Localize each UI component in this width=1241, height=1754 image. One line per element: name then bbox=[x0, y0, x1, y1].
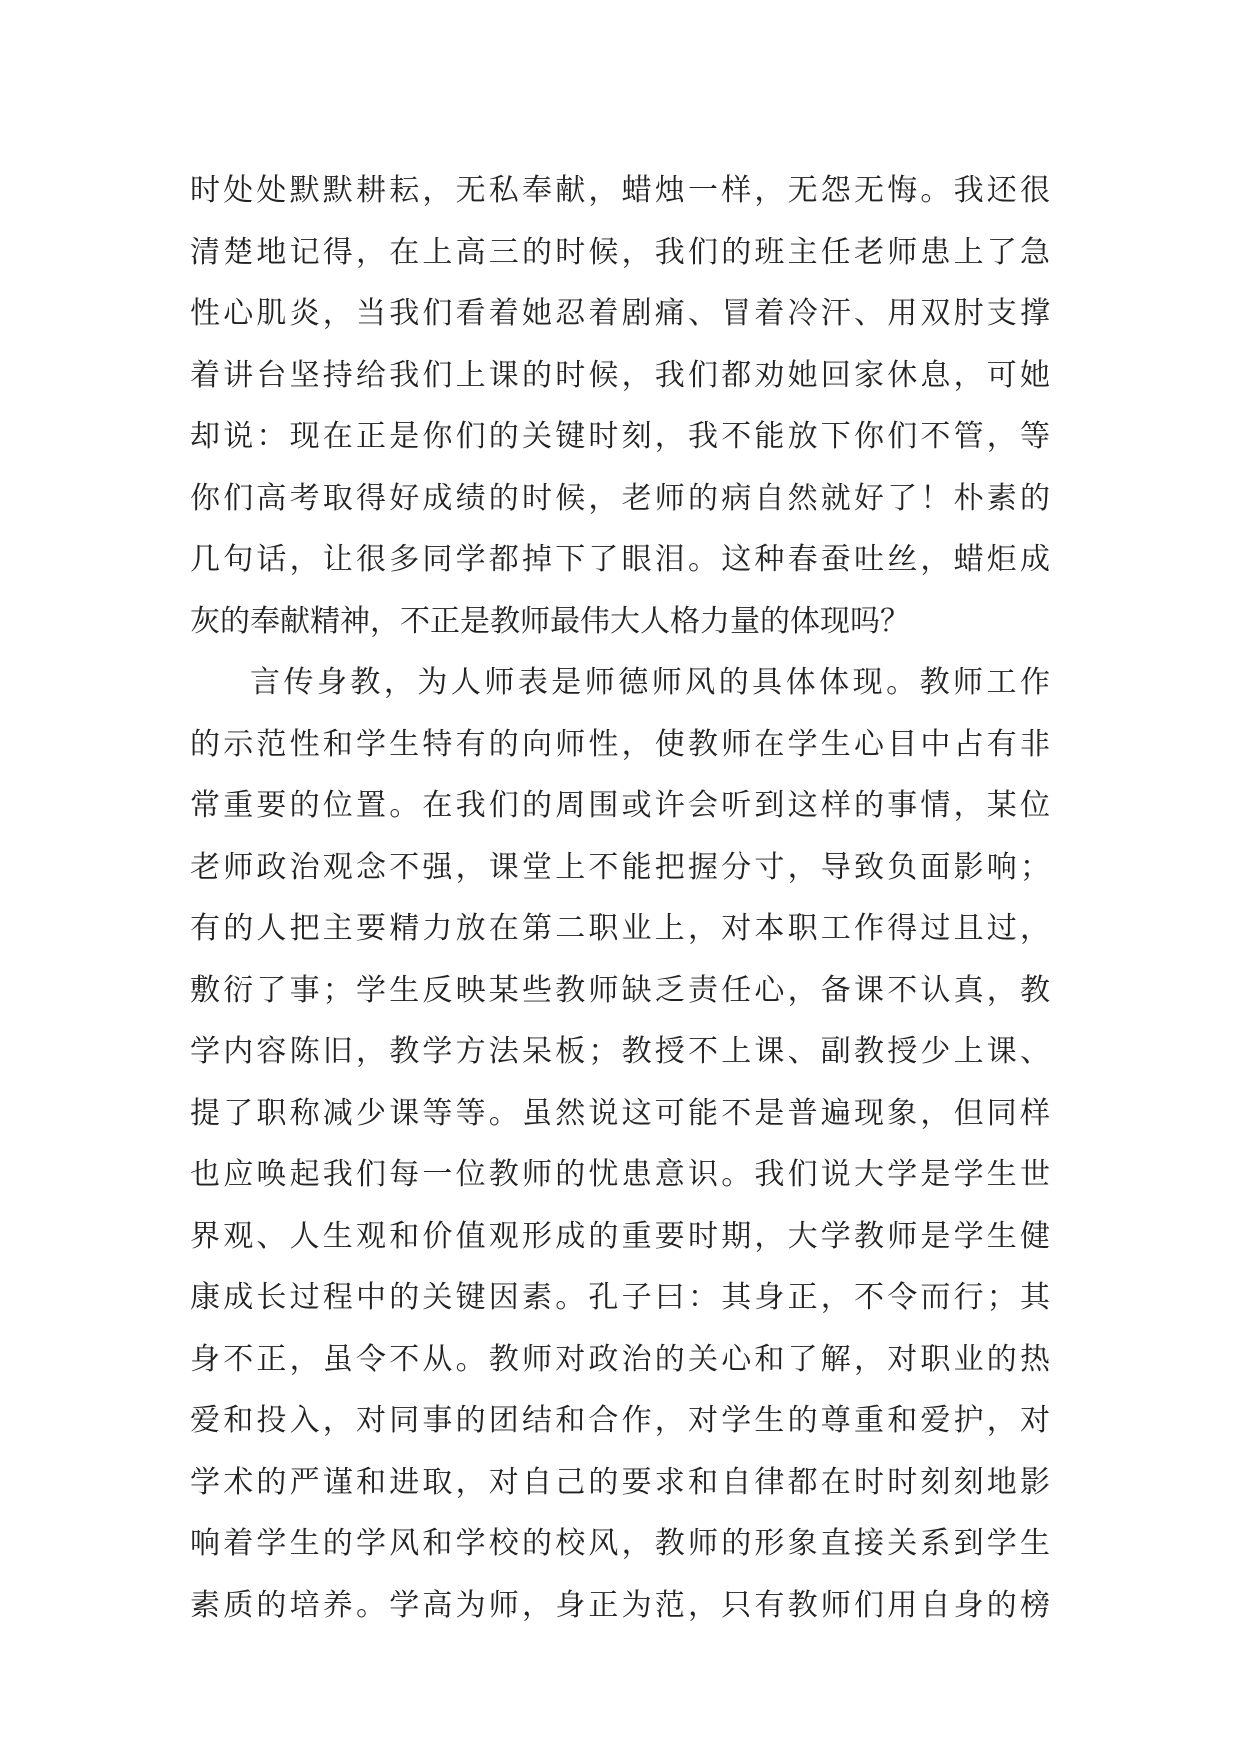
text-line: 也应唤起我们每一位教师的忧患意识。我们说大学是学生世 bbox=[190, 1157, 1050, 1192]
text-line: 响着学生的学风和学校的校风，教师的形象直接关系到学生 bbox=[190, 1526, 1050, 1561]
text-line: 爱和投入，对同事的团结和合作，对学生的尊重和爱护，对 bbox=[190, 1403, 1050, 1438]
text-line: 性心肌炎，当我们看着她忍着剧痛、冒着冷汗、用双肘支撑 bbox=[190, 296, 1050, 331]
text-line: 界观、人生观和价值观形成的重要时期，大学教师是学生健 bbox=[190, 1218, 1050, 1254]
text-line: 学内容陈旧，教学方法呆板；教授不上课、副教授少上课、 bbox=[190, 1034, 1050, 1069]
paragraph-start-line: 言传身教，为人师表是师德师风的具体体现。教师工作 bbox=[250, 665, 1050, 700]
text-line: 清楚地记得，在上高三的时候，我们的班主任老师患上了急 bbox=[190, 234, 1050, 270]
text-line: 有的人把主要精力放在第二职业上，对本职工作得过且过， bbox=[190, 911, 1050, 946]
text-line: 敷衍了事；学生反映某些教师缺乏责任心，备课不认真，教 bbox=[190, 972, 1050, 1008]
text-line: 老师政治观念不强，课堂上不能把握分寸，导致负面影响； bbox=[190, 849, 1050, 885]
text-line: 时处处默默耕耘，无私奉献，蜡烛一样，无怨无悔。我还很 bbox=[190, 173, 1050, 208]
text-line: 常重要的位置。在我们的周围或许会听到这样的事情，某位 bbox=[190, 788, 1050, 823]
text-line: 学术的严谨和进取，对自己的要求和自律都在时时刻刻地影 bbox=[190, 1464, 1050, 1500]
text-line: 康成长过程中的关键因素。孔子曰：其身正，不令而行；其 bbox=[190, 1280, 1050, 1315]
body-text bbox=[190, 160, 1050, 1636]
text-line: 提了职称减少课等等。虽然说这可能不是普遍现象，但同样 bbox=[190, 1095, 1050, 1131]
text-line: 的示范性和学生特有的向师性，使教师在学生心目中占有非 bbox=[190, 726, 1050, 762]
text-line: 素质的培养。学高为师，身正为范，只有教师们用自身的榜 bbox=[190, 1587, 1050, 1623]
text-line: 却说：现在正是你们的关键时刻，我不能放下你们不管，等 bbox=[190, 419, 1050, 454]
text-line: 身不正，虽令不从。教师对政治的关心和了解，对职业的热 bbox=[190, 1341, 1050, 1377]
text-line: 你们高考取得好成绩的时候，老师的病自然就好了！朴素的 bbox=[190, 480, 1050, 516]
paragraph-end-line: 灰的奉献精神，不正是教师最伟大人格力量的体现吗？ bbox=[190, 603, 910, 639]
text-line: 几句话，让很多同学都掉下了眼泪。这种春蚕吐丝，蜡炬成 bbox=[190, 542, 1050, 577]
text-line: 着讲台坚持给我们上课的时候，我们都劝她回家休息，可她 bbox=[190, 357, 1050, 393]
